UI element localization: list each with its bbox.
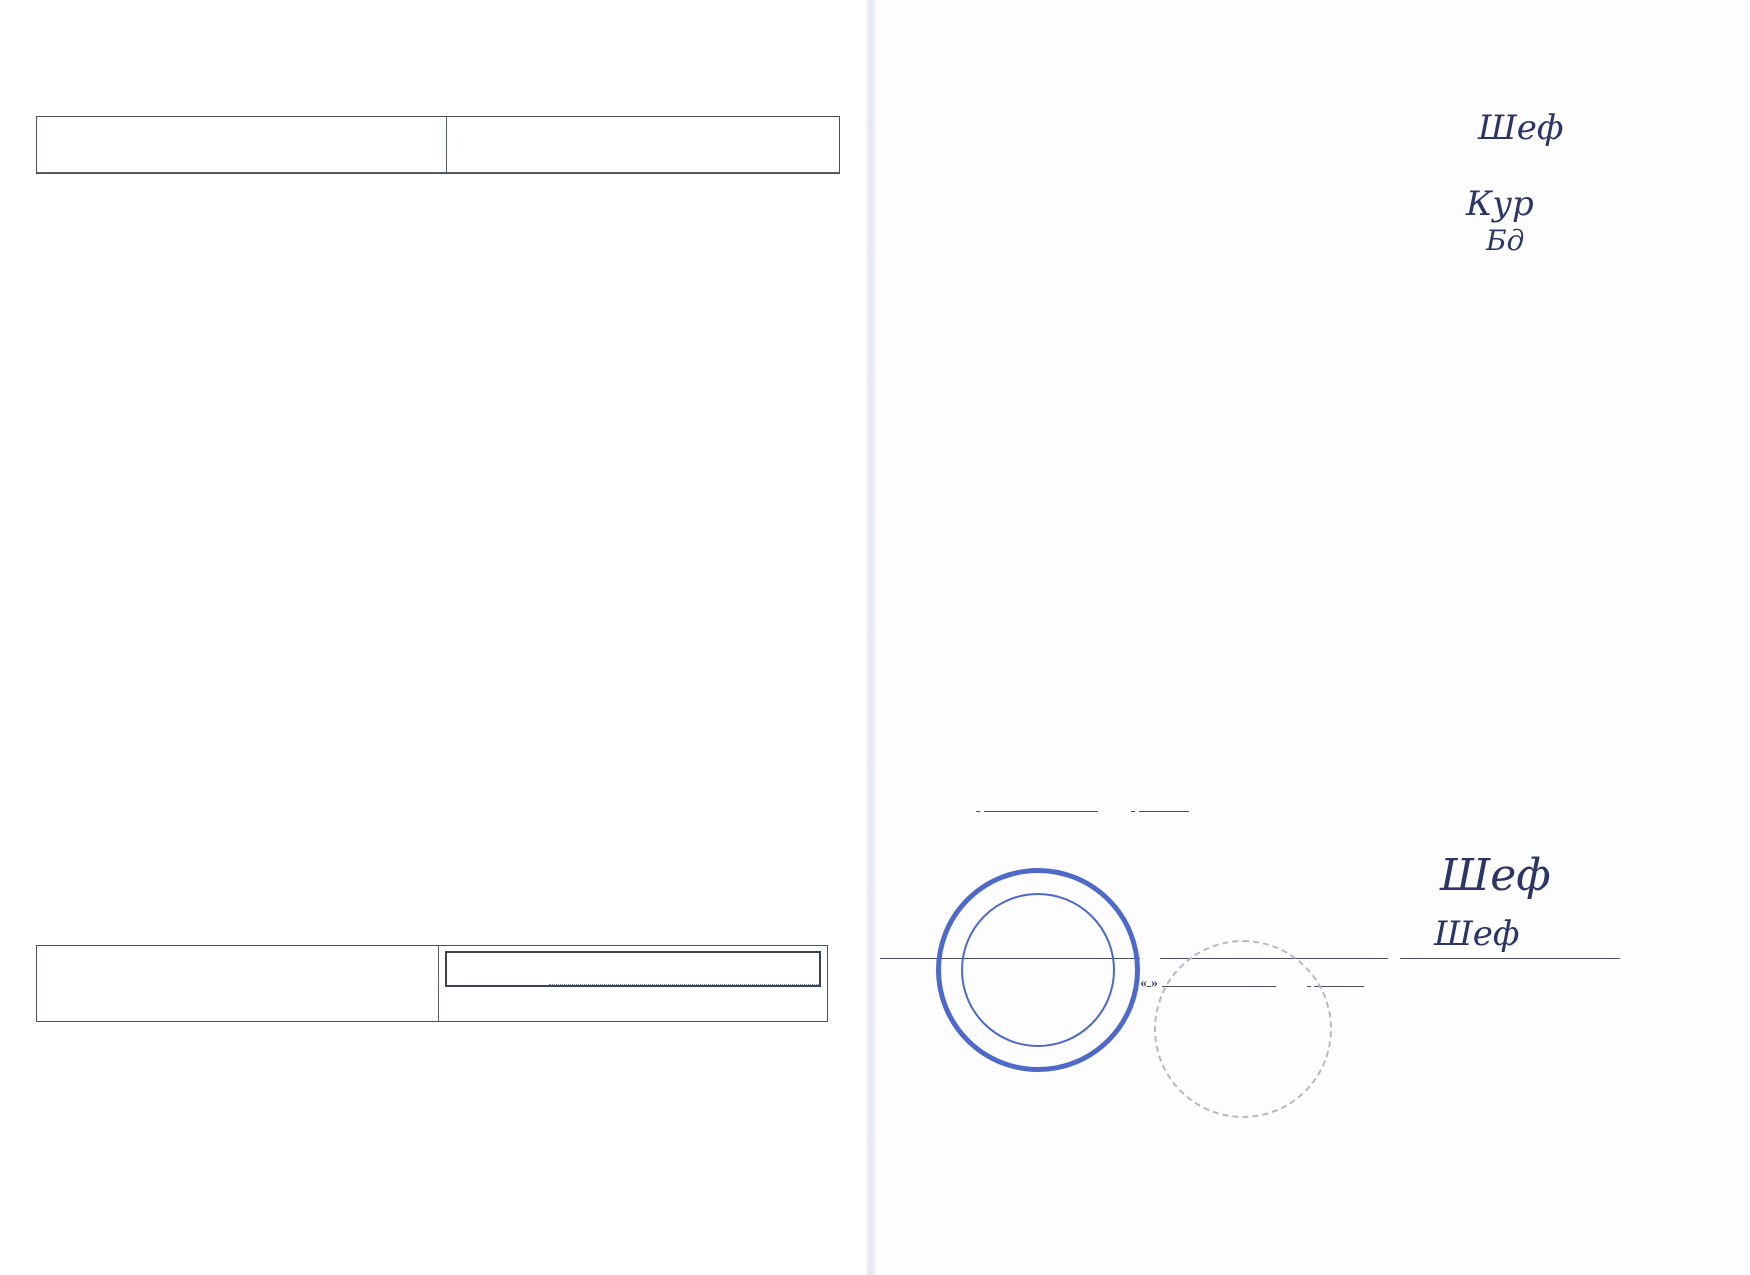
deputy-signature-mark: Кур [1466,184,1534,224]
page-fold [866,0,876,1275]
protocol-table [36,116,840,174]
parties-header-right [447,117,839,172]
signed-hours [1131,811,1135,812]
copy-date-row: « » [1140,976,1364,992]
secretary-signature-mark: Бд [1486,224,1525,257]
faint-stamp [1154,940,1332,1118]
signed-minutes [1139,811,1189,812]
copy-sign-line [1400,958,1620,959]
copy-signature-mark: Шеф [1434,914,1520,954]
complaints-block [36,945,828,1022]
complaints-digit-boxes [445,951,821,987]
left-page [0,0,872,1275]
official-stamp [936,868,1140,1072]
chair-signature-mark: Шеф [1478,108,1564,148]
parties-header [37,117,839,173]
complaints-label [37,946,439,1021]
signed-month [984,811,1098,812]
dotted-line [549,984,819,985]
signed-day [976,811,980,812]
protocol-signed-row [916,800,1189,817]
complaints-value [439,946,827,1021]
copy-top-signature-mark: Шеф [1440,850,1551,901]
copy-day [1147,986,1151,987]
parties-header-left [37,117,447,172]
stamp-inner-ring [961,893,1115,1047]
